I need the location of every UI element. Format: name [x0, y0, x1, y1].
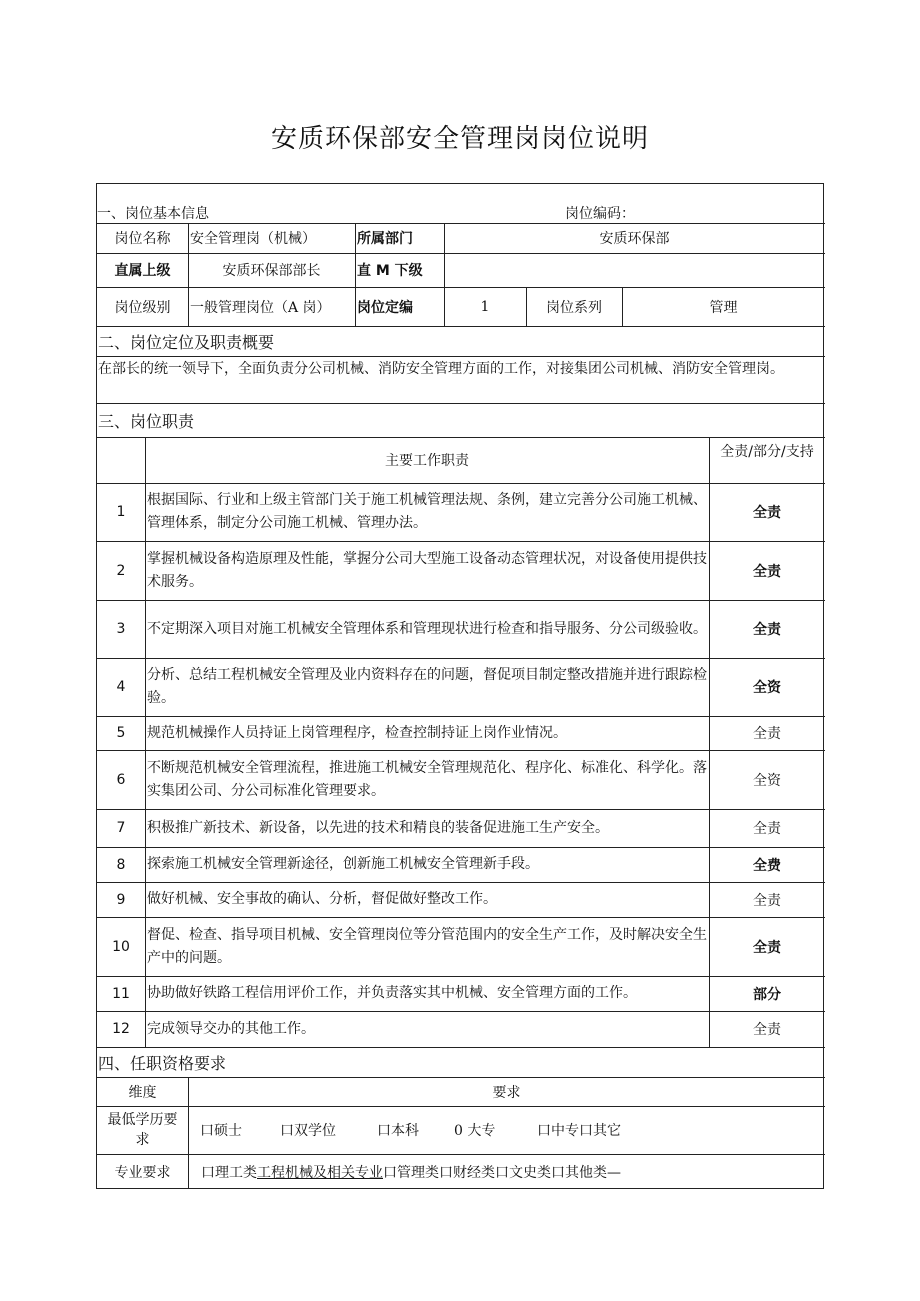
- duty-number: 5: [116, 725, 126, 741]
- position-summary: 在部长的统一领导下，全面负责分公司机械、消防安全管理方面的工作，对接集团公司机械、消防安全管理岗。: [98, 361, 784, 377]
- section1-heading: 一、岗位基本信息: [97, 205, 209, 222]
- duties-col-header: 主要工作职责: [385, 453, 469, 469]
- duty-number: 10: [112, 938, 130, 955]
- subordinate-label: 直 M 下级: [357, 263, 423, 279]
- edu-option-double-degree: 口双学位: [280, 1123, 336, 1139]
- duty-text: 掌握机械设备构造原理及性能，掌握分公司大型施工设备动态管理状况，对设备使用提供技术服务。: [147, 550, 707, 590]
- duty-number: 12: [112, 1021, 130, 1037]
- duty-text: 不断规范机械安全管理流程，推进施工机械安全管理规范化、程序化、标准化、科学化。落实集团公司、分公司标准化管理要求。: [147, 759, 707, 799]
- duty-number: 9: [116, 891, 126, 908]
- duty-responsibility: 全责: [753, 1022, 781, 1038]
- duty-text: 根据国际、行业和上级主管部门关于施工机械管理法规、条例，建立完善分公司施工机械、管理体系，制定分公司施工机械、管理办法。: [147, 492, 707, 531]
- responsibility-col-header: 全责/部分/支持: [720, 444, 814, 460]
- section4-heading: 四、任职资格要求: [98, 1053, 227, 1073]
- series-value: 管理: [709, 299, 738, 316]
- duty-text: 完成领导交办的其他工作。: [147, 1020, 315, 1037]
- duty-responsibility: 全责: [753, 726, 781, 742]
- position-code-label: 岗位编码：: [565, 205, 635, 222]
- edu-option-bachelor: 口本科: [377, 1123, 419, 1139]
- job-description-table: [96, 183, 824, 1189]
- dimension-col-header: 维度: [128, 1084, 157, 1101]
- major-specialty: 工程机械及相关专业: [257, 1164, 383, 1181]
- duty-number: 8: [116, 856, 126, 873]
- series-label: 岗位系列: [546, 299, 602, 316]
- duty-text: 积极推广新技术、新设备，以先进的技术和精良的装备促进施工生产安全。: [147, 819, 609, 836]
- quota-label: 岗位定编: [357, 299, 413, 316]
- major-requirement: [201, 1154, 821, 1189]
- duty-text: 规范机械操作人员持证上岗管理程序，检查控制持证上岗作业情况。: [147, 724, 567, 741]
- quota-value: 1: [480, 298, 490, 315]
- duty-responsibility: 部分: [753, 986, 781, 1003]
- duty-number: 11: [112, 985, 130, 1002]
- duty-responsibility: 全资: [753, 772, 781, 789]
- duty-text: 做好机械、安全事故的确认、分析，督促做好整改工作。: [147, 891, 497, 907]
- position-name-label: 岗位名称: [114, 231, 171, 247]
- duty-text: 探索施工机械安全管理新途径，创新施工机械安全管理新手段。: [147, 856, 539, 872]
- education-options: [188, 1106, 825, 1154]
- duty-responsibility: 全责: [753, 939, 781, 956]
- duty-text: 分析、总结工程机械安全管理及业内资料存在的问题，督促项目制定整改措施并进行跟踪检验。: [147, 667, 707, 706]
- duty-responsibility: 全责: [753, 563, 781, 580]
- edu-option-secondary-other: 口中专口其它: [537, 1123, 621, 1139]
- duty-number: 3: [116, 621, 126, 637]
- duty-responsibility: 全费: [753, 857, 781, 874]
- duty-responsibility: 全责: [753, 821, 781, 837]
- duty-number: 2: [116, 562, 126, 579]
- position-code-value: [637, 202, 817, 223]
- duty-responsibility: 全责: [753, 505, 781, 521]
- requirement-col-header: 要求: [492, 1084, 521, 1101]
- position-name-value: 安全管理岗（机械）: [190, 231, 316, 247]
- duty-responsibility: 全责: [753, 892, 781, 909]
- duty-text: 协助做好铁路工程信用评价工作，并负责落实其中机械、安全管理方面的工作。: [147, 985, 637, 1001]
- level-value: 一般管理岗位（A 岗）: [190, 299, 331, 316]
- superior-label: 直属上级: [114, 263, 171, 279]
- duty-number: 6: [116, 771, 126, 788]
- major-label: 专业要求: [114, 1164, 171, 1181]
- edu-option-master: 口硕士: [200, 1123, 242, 1139]
- duty-text: 督促、检查、指导项目机械、安全管理岗位等分管范围内的安全生产工作，及时解决安全生产中的问题。: [147, 926, 707, 966]
- duty-responsibility: 全责: [753, 622, 781, 638]
- subordinate-value: [444, 253, 825, 287]
- level-label: 岗位级别: [114, 299, 171, 316]
- department-label: 所属部门: [357, 231, 413, 247]
- duty-text: 不定期深入项目对施工机械安全管理体系和管理现状进行检查和指导服务、分公司级验收。: [147, 620, 707, 637]
- duty-number: 4: [116, 679, 126, 695]
- section3-heading: 三、岗位职责: [98, 411, 195, 431]
- duty-responsibility: 全资: [753, 680, 781, 696]
- duty-number: 7: [116, 820, 126, 836]
- edu-option-college: 0 大专: [454, 1123, 496, 1139]
- department-value: 安质环保部: [599, 231, 670, 247]
- duty-number: 1: [116, 504, 126, 520]
- section2-heading: 二、岗位定位及职责概要: [98, 332, 275, 352]
- major-prefix: 口理工类: [201, 1164, 257, 1181]
- page-title: 安质环保部安全管理岗岗位说明: [270, 124, 649, 154]
- superior-value: 安质环保部部长: [222, 263, 321, 279]
- major-suffix: 口管理类口财经类口文史类口其他类—: [383, 1164, 621, 1181]
- education-label: 最低学历要求: [107, 1112, 178, 1148]
